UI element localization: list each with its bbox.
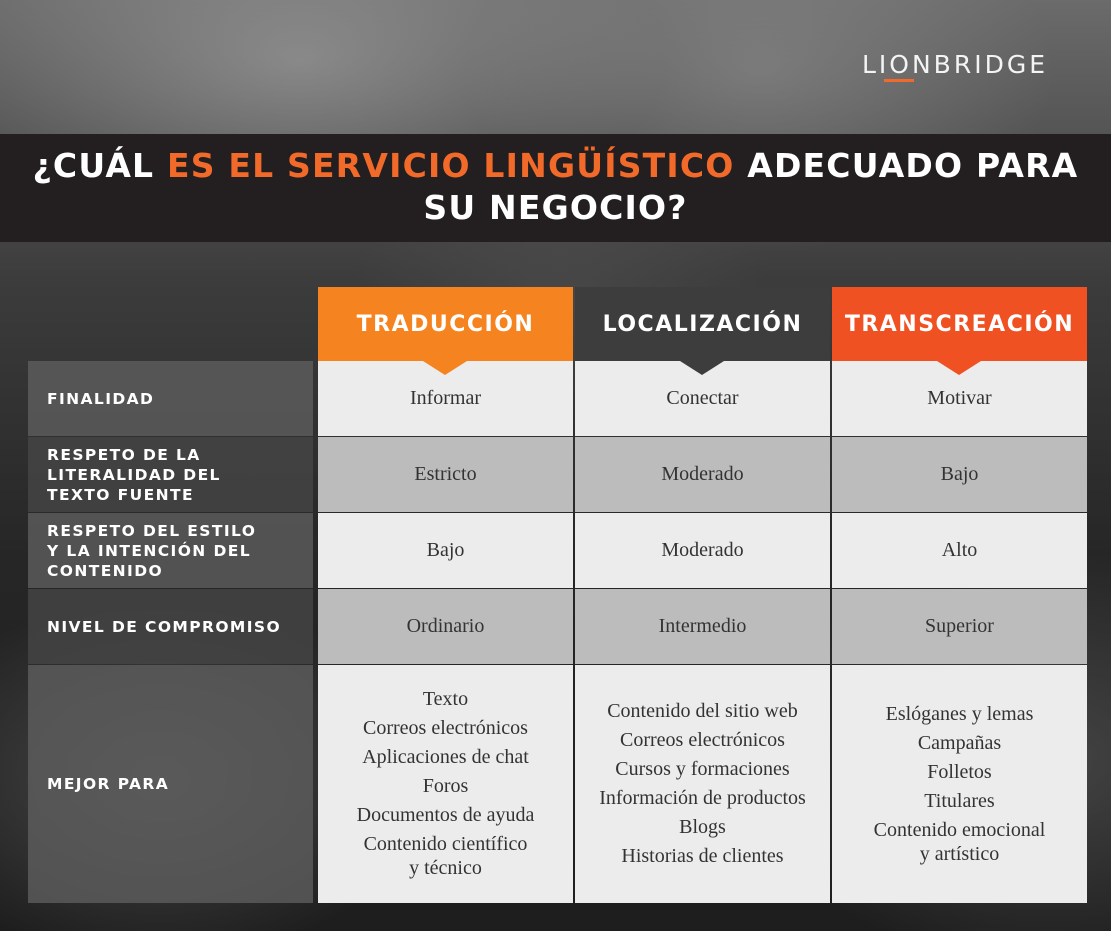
- column-header-1: TRADUCCIÓN: [318, 287, 573, 361]
- cell-row3-col1: Bajo: [318, 513, 573, 588]
- row-label-1: FINALIDAD: [28, 361, 313, 436]
- list-item: Folletos: [927, 760, 992, 783]
- row-label-4: NIVEL DE COMPROMISO: [28, 589, 313, 664]
- cell-row4-col1: Ordinario: [318, 589, 573, 664]
- title-part-1: ¿CUÁL: [32, 146, 167, 185]
- title-part-2: ADECUADO PARA: [734, 146, 1079, 185]
- title-accent: ES EL SERVICIO LINGÜÍSTICO: [166, 146, 735, 185]
- list-item: Titulares: [924, 789, 995, 812]
- lionbridge-logo: LIONBRIDGE: [862, 50, 1048, 79]
- cell-row4-col2: Intermedio: [575, 589, 830, 664]
- page-title: [0, 145, 1111, 229]
- list-item: Campañas: [917, 731, 1002, 754]
- best-for-cell-col3: [832, 665, 1087, 903]
- cell-row3-col3: Alto: [832, 513, 1087, 588]
- list-item: Información de productos: [599, 787, 806, 809]
- list-item: Texto: [422, 688, 469, 710]
- list-item: Correos electrónicos: [363, 717, 528, 739]
- best-for-list-col1: [357, 683, 535, 885]
- cell-row2-col2: Moderado: [575, 437, 830, 512]
- row-label-2: RESPETO DE LA LITERALIDAD DEL TEXTO FUENTE: [28, 437, 313, 512]
- best-for-cell-col1: [318, 665, 573, 903]
- best-for-list-col3: [874, 698, 1046, 871]
- best-for-list-col2: [599, 695, 806, 873]
- cell-row2-col1: Estricto: [318, 437, 573, 512]
- cell-row3-col2: Moderado: [575, 513, 830, 588]
- column-arrow-3: [937, 361, 981, 375]
- cell-row1-col2: Conectar: [575, 361, 830, 436]
- row-label-best-for: MEJOR PARA: [28, 665, 313, 903]
- list-item: Historias de clientes: [621, 845, 784, 867]
- list-item: Cursos y formaciones: [615, 758, 790, 780]
- column-header-2: LOCALIZACIÓN: [575, 287, 830, 361]
- list-item: Eslóganes y lemas: [885, 702, 1034, 725]
- best-for-cell-col2: [575, 665, 830, 903]
- list-item: Contenido del sitio web: [607, 700, 798, 722]
- column-arrow-2: [680, 361, 724, 375]
- cell-row4-col3: Superior: [832, 589, 1087, 664]
- list-item: Contenido emocional y artístico: [873, 818, 1046, 865]
- list-item: Contenido científico y técnico: [363, 833, 528, 879]
- list-item: Foros: [422, 775, 469, 797]
- list-item: Documentos de ayuda: [356, 804, 535, 826]
- cell-row2-col3: Bajo: [832, 437, 1087, 512]
- row-label-3: RESPETO DEL ESTILO Y LA INTENCIÓN DEL CONTENIDO: [28, 513, 313, 588]
- logo-underline: [884, 79, 914, 82]
- column-arrow-1: [423, 361, 467, 375]
- list-item: Aplicaciones de chat: [362, 746, 529, 768]
- cell-row1-col1: Informar: [318, 361, 573, 436]
- cell-row1-col3: Motivar: [832, 361, 1087, 436]
- title-line-2: SU NEGOCIO?: [423, 188, 688, 227]
- column-header-3: TRANSCREACIÓN: [832, 287, 1087, 361]
- list-item: Correos electrónicos: [620, 729, 785, 751]
- list-item: Blogs: [679, 816, 726, 838]
